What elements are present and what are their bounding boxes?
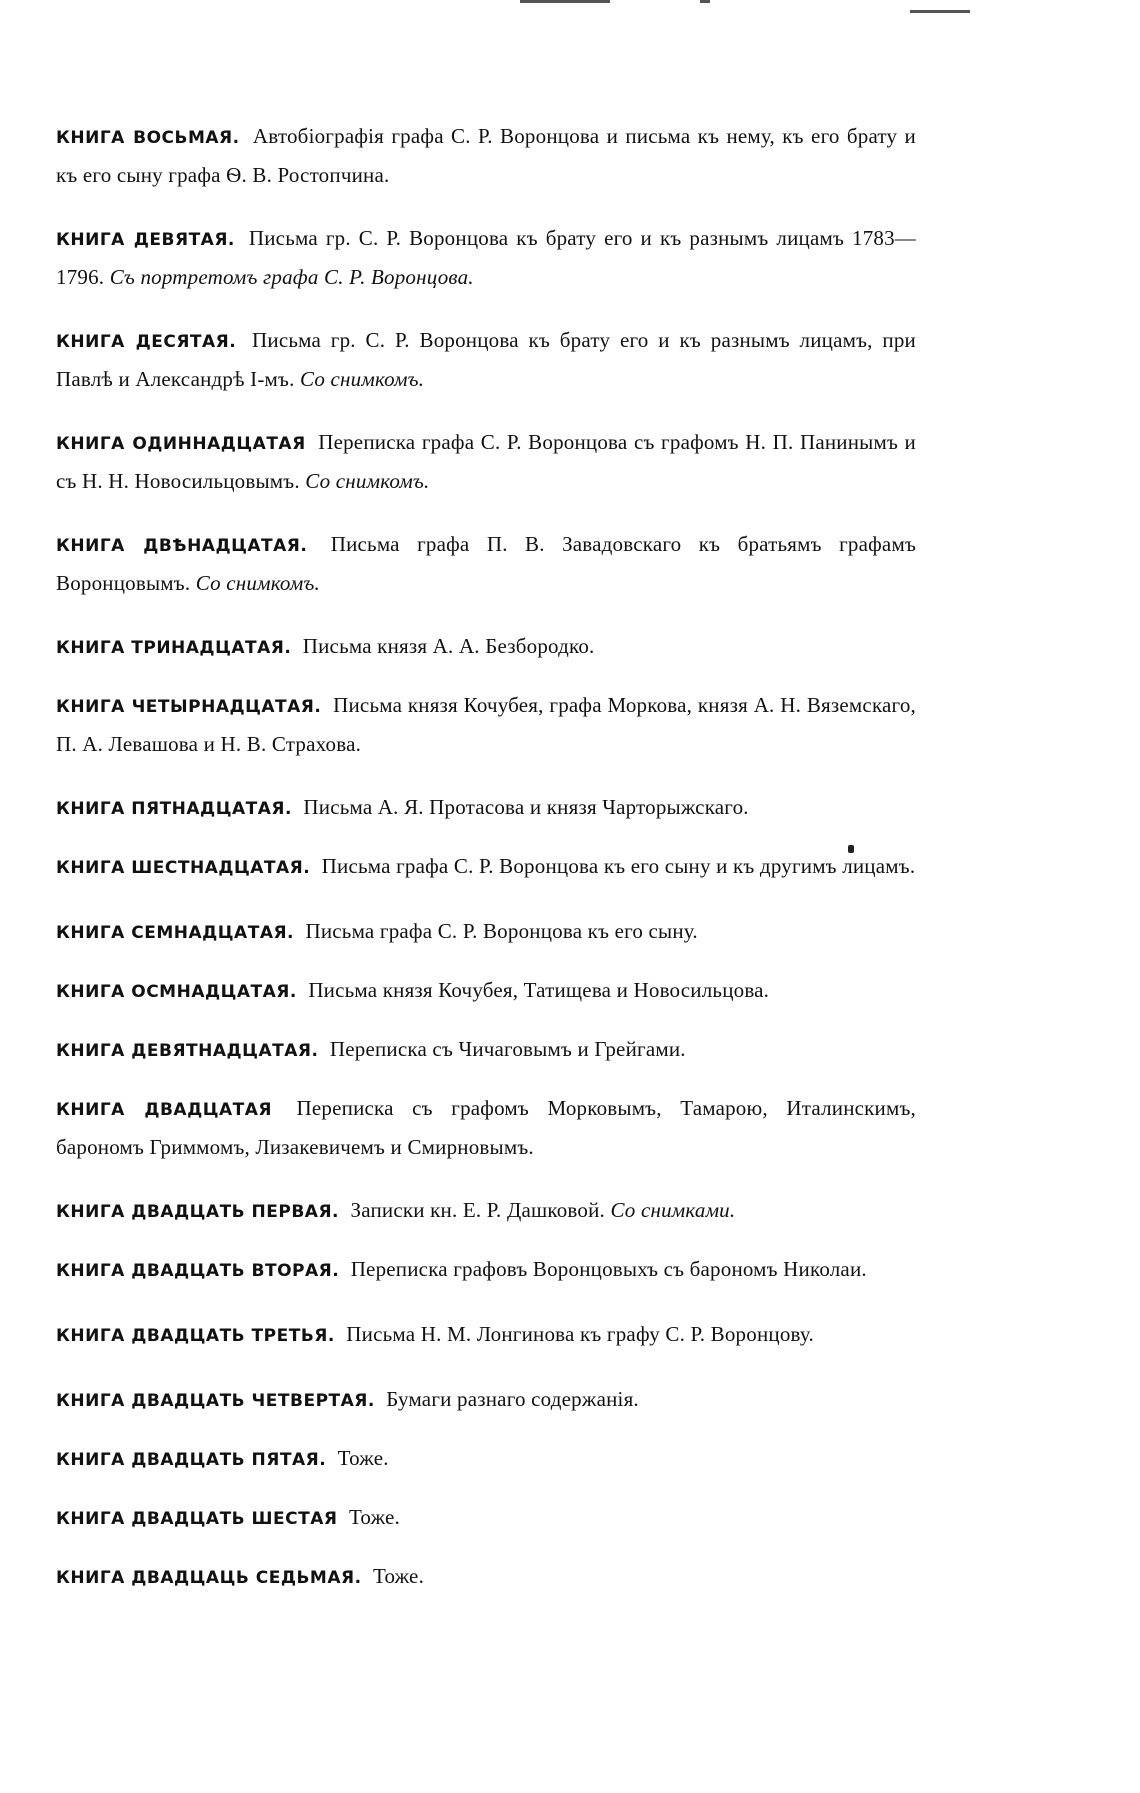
book-label: КНИГА ДВАДЦАТЬ ПЯТАЯ.	[56, 1450, 327, 1470]
book-description: Автобіографія графа С. Р. Воронцова и письма къ нему, къ его брату и къ его сыну графа Ѳ. В. Ростопчина.	[56, 124, 916, 187]
book-entry	[56, 424, 916, 500]
book-entry	[56, 1499, 916, 1538]
book-description: Переписка графа С. Р. Воронцова съ графомъ Н. П. Панинымъ и съ Н. Н. Новосильцовымъ.	[56, 430, 916, 493]
book-entry	[56, 220, 916, 296]
book-label: КНИГА ДВАДЦАТЬ ТРЕТЬЯ.	[56, 1326, 335, 1346]
book-description: Письма гр. С. Р. Воронцова къ брату его и къ разнымъ лицамъ 1783—1796.	[56, 226, 916, 289]
scan-mark	[700, 0, 710, 3]
book-label: КНИГА ВОСЬМАЯ.	[56, 128, 240, 148]
book-description: Письма гр. С. Р. Воронцова къ брату его и къ разнымъ лицамъ, при Павлѣ и Александрѣ I-мъ.	[56, 328, 916, 391]
book-label: КНИГА ДВАДЦАТЬ ЧЕТВЕРТАЯ.	[56, 1391, 375, 1411]
book-entry	[56, 972, 916, 1011]
book-description: Тоже.	[337, 1446, 389, 1470]
book-label: КНИГА ДВАДЦАЦЬ СЕДЬМАЯ.	[56, 1568, 362, 1588]
book-entry	[56, 913, 916, 952]
book-entry	[56, 1031, 916, 1070]
book-entry	[56, 322, 916, 398]
book-entry	[56, 1192, 916, 1231]
book-label: КНИГА СЕМНАДЦАТАЯ.	[56, 923, 295, 943]
scan-mark	[910, 10, 970, 13]
book-description: Письма графа С. Р. Воронцова къ его сыну.	[305, 919, 698, 943]
book-label: КНИГА ОДИННАДЦАТАЯ	[56, 434, 306, 454]
book-description: Переписка съ графомъ Морковымъ, Тамарою, Италинскимъ, барономъ Гриммомъ, Лизакевичемъ и Смирновымъ.	[56, 1096, 916, 1159]
book-description: Письма князя Кочубея, графа Моркова, князя А. Н. Вяземскаго, П. А. Левашова и Н. В. Страхова.	[56, 693, 916, 756]
book-label: КНИГА ДВАДЦАТЬ ВТОРАЯ.	[56, 1261, 340, 1281]
book-description: Письма Н. М. Лонгинова къ графу С. Р. Воронцову.	[346, 1322, 814, 1346]
book-note: Со снимкомъ.	[300, 367, 425, 391]
book-entry	[56, 687, 916, 763]
book-description: Переписка графовъ Воронцовыхъ съ барономъ Николаи.	[350, 1257, 867, 1281]
book-entry	[56, 526, 916, 602]
book-label: КНИГА ДВАДЦАТЬ ПЕРВАЯ.	[56, 1202, 340, 1222]
book-entry	[56, 1316, 916, 1355]
book-description: Письма графа П. В. Завадовскаго къ братьямъ графамъ Воронцовымъ.	[56, 532, 917, 595]
book-description: Письма графа С. Р. Воронцова къ его сыну и къ другимъ лицамъ.	[321, 854, 916, 878]
book-entry	[56, 1440, 916, 1479]
book-label: КНИГА ДЕВЯТАЯ.	[56, 230, 235, 250]
book-label: КНИГА ОСМНАДЦАТАЯ.	[56, 982, 297, 1002]
book-entry	[56, 1090, 916, 1166]
book-entry	[56, 789, 916, 828]
book-entry	[56, 1558, 916, 1597]
book-note: Со снимками.	[610, 1198, 736, 1222]
book-note: Съ портретомъ графа С. Р. Воронцова.	[109, 265, 474, 289]
book-description: Тоже.	[348, 1505, 400, 1529]
book-description: Тоже.	[373, 1564, 425, 1588]
book-description: Бумаги разнаго содержанія.	[386, 1387, 639, 1411]
book-description: Записки кн. Е. Р. Дашковой.	[350, 1198, 605, 1222]
book-description: Письма князя Кочубея, Татищева и Новосильцова.	[308, 978, 770, 1002]
book-list	[56, 118, 916, 1617]
book-label: КНИГА ТРИНАДЦАТАЯ.	[56, 638, 292, 658]
book-entry	[56, 1381, 916, 1420]
book-description: Письма А. Я. Протасова и князя Чарторыжскаго.	[303, 795, 749, 819]
book-entry	[56, 848, 916, 887]
book-label: КНИГА ДЕВЯТНАДЦАТАЯ.	[56, 1041, 319, 1061]
book-note: Со снимкомъ.	[195, 571, 320, 595]
book-label: КНИГА ДЕСЯТАЯ.	[56, 332, 237, 352]
book-label: КНИГА ДВАДЦАТАЯ	[56, 1100, 272, 1120]
book-description: Переписка съ Чичаговымъ и Грейгами.	[329, 1037, 686, 1061]
book-entry	[56, 1251, 916, 1290]
book-label: КНИГА ПЯТНАДЦАТАЯ.	[56, 799, 292, 819]
book-label: КНИГА ДВАДЦАТЬ ШЕСТАЯ	[56, 1509, 338, 1529]
ink-speck	[848, 845, 854, 853]
book-label: КНИГА ЧЕТЫРНАДЦАТАЯ.	[56, 697, 322, 717]
book-entry	[56, 118, 916, 194]
book-label: КНИГА ДВѢНАДЦАТАЯ.	[56, 536, 308, 556]
book-note: Со снимкомъ.	[305, 469, 430, 493]
book-entry	[56, 628, 916, 667]
scan-mark	[520, 0, 610, 3]
book-label: КНИГА ШЕСТНАДЦАТАЯ.	[56, 858, 311, 878]
book-description: Письма князя А. А. Безбородко.	[302, 634, 595, 658]
